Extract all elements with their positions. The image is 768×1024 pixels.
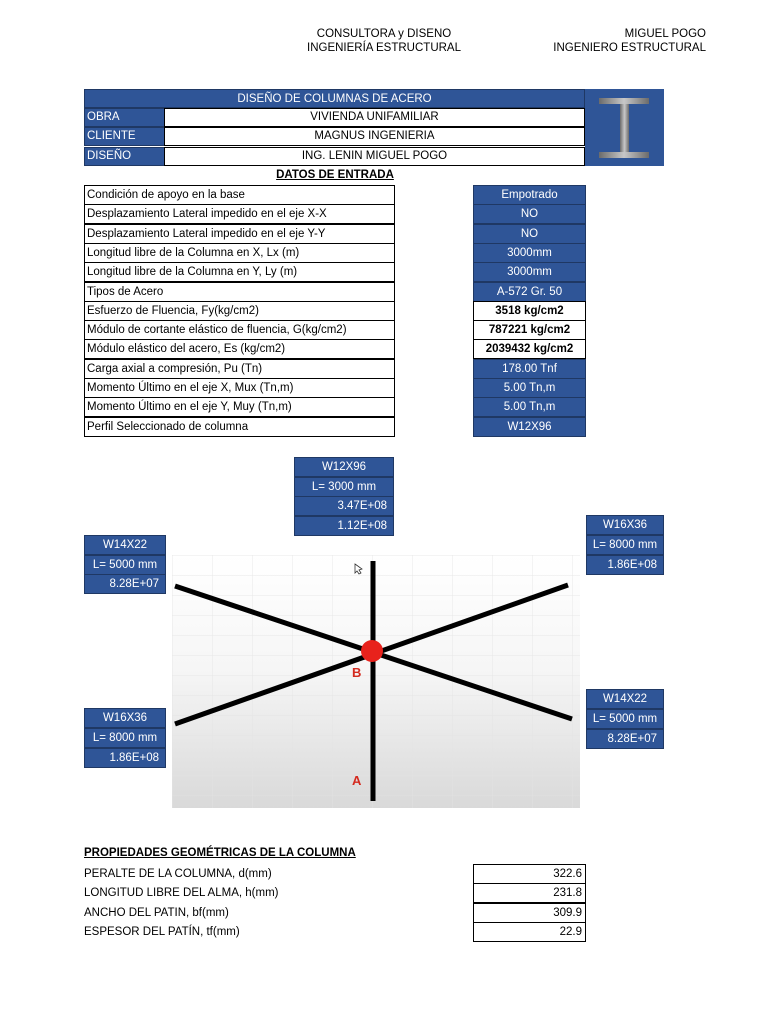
input-value-10[interactable]: 5.00 Tn,m xyxy=(473,378,586,398)
top-value-1-tag: 3.47E+08 xyxy=(294,496,394,516)
right-bottom-value-tag: 8.28E+07 xyxy=(586,729,664,749)
node-a-label: A xyxy=(352,773,362,788)
project-label-1: CLIENTE xyxy=(84,127,165,146)
input-value-1[interactable]: NO xyxy=(473,204,586,224)
property-label-0: PERALTE DE LA COLUMNA, d(mm) xyxy=(84,868,272,880)
input-label-5: Tipos de Acero xyxy=(84,282,395,302)
left-top-profile-tag: W14X22 xyxy=(84,535,166,555)
input-value-7[interactable]: 787221 kg/cm2 xyxy=(473,320,586,340)
project-value-0: VIVIENDA UNIFAMILIAR xyxy=(164,108,585,127)
right-top-value-tag: 1.86E+08 xyxy=(586,555,664,575)
property-value-1: 231.8 xyxy=(473,883,586,903)
company-header xyxy=(284,27,484,55)
properties-section-title: PROPIEDADES GEOMÉTRICAS DE LA COLUMNA xyxy=(84,847,356,859)
engineer-title: INGENIERO ESTRUCTURAL xyxy=(553,42,706,54)
input-label-8: Módulo elástico del acero, Es (kg/cm2) xyxy=(84,339,395,359)
input-label-10: Momento Último en el eje X, Mux (Tn,m) xyxy=(84,378,395,398)
engineer-name: MIGUEL POGO xyxy=(624,28,706,40)
input-section-title: DATOS DE ENTRADA xyxy=(276,169,394,181)
top-profile-tag: W12X96 xyxy=(294,457,394,477)
left-bottom-value-tag: 1.86E+08 xyxy=(84,748,166,768)
input-value-5[interactable]: A-572 Gr. 50 xyxy=(473,282,586,302)
ibeam-logo xyxy=(585,89,664,166)
property-value-3: 22.9 xyxy=(473,922,586,942)
left-top-value-tag: 8.28E+07 xyxy=(84,574,166,594)
input-label-9: Carga axial a compresión, Pu (Tn) xyxy=(84,359,395,379)
input-value-11[interactable]: 5.00 Tn,m xyxy=(473,397,586,417)
left-top-length-tag: L= 5000 mm xyxy=(84,555,166,575)
node-b-label: B xyxy=(352,665,362,680)
input-label-11: Momento Último en el eje Y, Muy (Tn,m) xyxy=(84,397,395,417)
input-label-3: Longitud libre de la Columna en X, Lx (m) xyxy=(84,243,395,263)
left-bottom-profile-tag: W16X36 xyxy=(84,708,166,728)
left-bottom-length-tag: L= 8000 mm xyxy=(84,728,166,748)
input-value-3[interactable]: 3000mm xyxy=(473,243,586,263)
engineer-header xyxy=(548,27,718,55)
input-value-9[interactable]: 178.00 Tnf xyxy=(473,359,586,379)
input-value-12[interactable]: W12X96 xyxy=(473,417,586,437)
project-value-1: MAGNUS INGENIERIA xyxy=(164,127,585,146)
top-value-2-tag: 1.12E+08 xyxy=(294,516,394,536)
input-value-6[interactable]: 3518 kg/cm2 xyxy=(473,301,586,321)
project-value-2: ING. LENIN MIGUEL POGO xyxy=(164,147,585,166)
top-length-tag: L= 3000 mm xyxy=(294,477,394,497)
input-label-7: Módulo de cortante elástico de fluencia, G(kg/cm2) xyxy=(84,320,395,340)
frame-diagram xyxy=(172,555,580,808)
project-title: DISEÑO DE COLUMNAS DE ACERO xyxy=(84,89,585,108)
property-value-2: 309.9 xyxy=(473,903,586,923)
company-subtitle: INGENIERÍA ESTRUCTURAL xyxy=(307,42,461,54)
input-label-2: Desplazamiento Lateral impedido en el eje Y-Y xyxy=(84,224,395,244)
right-top-profile-tag: W16X36 xyxy=(586,515,664,535)
company-name: CONSULTORA y DISENO xyxy=(316,28,452,40)
input-value-4[interactable]: 3000mm xyxy=(473,262,586,282)
right-bottom-profile-tag: W14X22 xyxy=(586,689,664,709)
input-value-2[interactable]: NO xyxy=(473,224,586,244)
project-label-0: OBRA xyxy=(84,108,165,127)
property-label-1: LONGITUD LIBRE DEL ALMA, h(mm) xyxy=(84,887,279,900)
right-top-length-tag: L= 8000 mm xyxy=(586,535,664,555)
input-label-4: Longitud libre de la Columna en Y, Ly (m) xyxy=(84,262,395,282)
project-label-2: DISEÑO xyxy=(84,147,165,166)
right-bottom-length-tag: L= 5000 mm xyxy=(586,709,664,729)
node-b-marker xyxy=(361,640,383,662)
property-label-2: ANCHO DEL PATIN, bf(mm) xyxy=(84,906,229,919)
ibeam-icon xyxy=(585,89,664,166)
input-label-6: Esfuerzo de Fluencia, Fy(kg/cm2) xyxy=(84,301,395,321)
property-label-3: ESPESOR DEL PATÍN, tf(mm) xyxy=(84,925,240,938)
input-label-0: Condición de apoyo en la base xyxy=(84,185,395,205)
input-value-8[interactable]: 2039432 kg/cm2 xyxy=(473,339,586,359)
input-value-0[interactable]: Empotrado xyxy=(473,185,586,205)
input-label-1: Desplazamiento Lateral impedido en el eje X-X xyxy=(84,204,395,224)
property-value-0: 322.6 xyxy=(473,864,586,884)
input-label-12: Perfil Seleccionado de columna xyxy=(84,417,395,437)
